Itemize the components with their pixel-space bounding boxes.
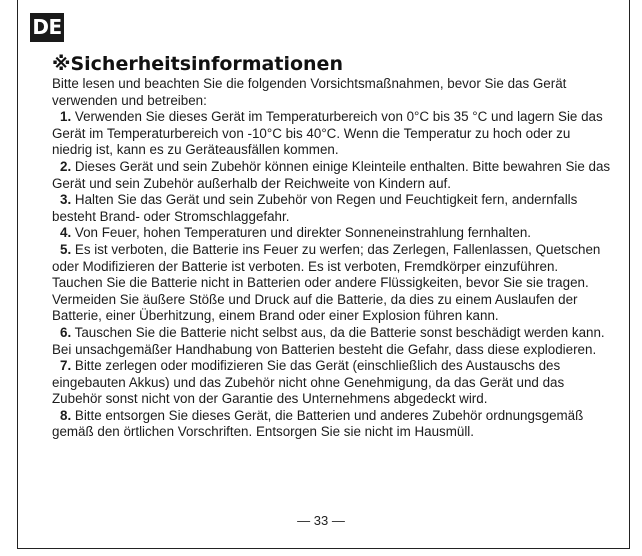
item-text: Von Feuer, hohen Temperaturen und direkter Sonneneinstrahlung fernhalten.: [71, 225, 531, 241]
list-item: [52, 192, 612, 225]
list-item: [52, 225, 612, 242]
item-text: Es ist verboten, die Batterie ins Feuer zu werfen; das Zerlegen, Fallenlassen, Quetschen oder Modifizieren der Batterie ist verboten. Es ist verboten, Fremdkörper einzuführen. Tauchen Sie die Batterie nicht in Batterien oder andere Flüssigkeiten, bevor Sie sie tragen. Vermeiden Sie äußere Stöße und Druck auf die Batterie, da dies zu einem Auslaufen der Batterie, einer Überhitzung, einem Brand oder einer Explosion führen kann.: [52, 241, 601, 324]
item-text: Dieses Gerät und sein Zubehör können einige Kleinteile enthalten. Bitte bewahren Sie das Gerät und sein Zubehör außerhalb der Reichweite von Kindern auf.: [52, 158, 611, 191]
section-title: ※Sicherheitsinformationen: [52, 53, 343, 75]
intro-paragraph: Bitte lesen und beachten Sie die folgenden Vorsichtsmaßnahmen, bevor Sie das Gerät verwenden und betreiben:: [52, 76, 567, 108]
list-item: [52, 159, 612, 192]
list-item: [52, 408, 612, 441]
page-number: — 33 —: [297, 513, 345, 528]
item-number: 6.: [60, 324, 72, 340]
list-item: [52, 242, 612, 325]
item-text: Halten Sie das Gerät und sein Zubehör von Regen und Feuchtigkeit fern, andernfalls besteht Brand- oder Stromschlaggefahr.: [52, 192, 578, 224]
item-text: Bitte entsorgen Sie dieses Gerät, die Batterien und anderes Zubehör ordnungsgemäß gemäß den örtlichen Vorschriften. Entsorgen Sie sie nicht im Hausmüll.: [52, 407, 584, 440]
item-text: Tauschen Sie die Batterie nicht selbst aus, da die Batterie sonst beschädigt werden kann. Bei unsachgemäßer Handhabung von Batterien besteht die Gefahr, dass diese explodieren.: [52, 324, 605, 357]
language-badge: DE: [30, 13, 64, 42]
item-number: 7.: [60, 358, 72, 374]
item-number: 4.: [60, 225, 72, 241]
list-item: [52, 109, 612, 159]
item-number: 8.: [60, 407, 72, 423]
item-number: 3.: [60, 192, 72, 208]
item-number: 5.: [60, 241, 72, 257]
list-item: [52, 325, 612, 358]
item-number: 2.: [60, 158, 72, 174]
list-item: [52, 358, 612, 408]
section-body: [52, 76, 612, 441]
item-text: Verwenden Sie dieses Gerät im Temperaturbereich von 0°C bis 35 °C und lagern Sie das Gerät im Temperaturbereich von -10°C bis 40°C. Wenn die Temperatur zu hoch oder zu niedrig ist, kann es zu Geräteausfällen kommen.: [52, 109, 603, 158]
safety-section: [52, 53, 612, 441]
item-number: 1.: [60, 109, 72, 125]
item-text: Bitte zerlegen oder modifizieren Sie das Gerät (einschließlich des Austauschs des eingebauten Akkus) und das Zubehör nicht ohne Genehmigung, da das Gerät und das Zubehör sonst nicht von der Garantie des Unternehmens abgedeckt wird.: [52, 358, 565, 407]
